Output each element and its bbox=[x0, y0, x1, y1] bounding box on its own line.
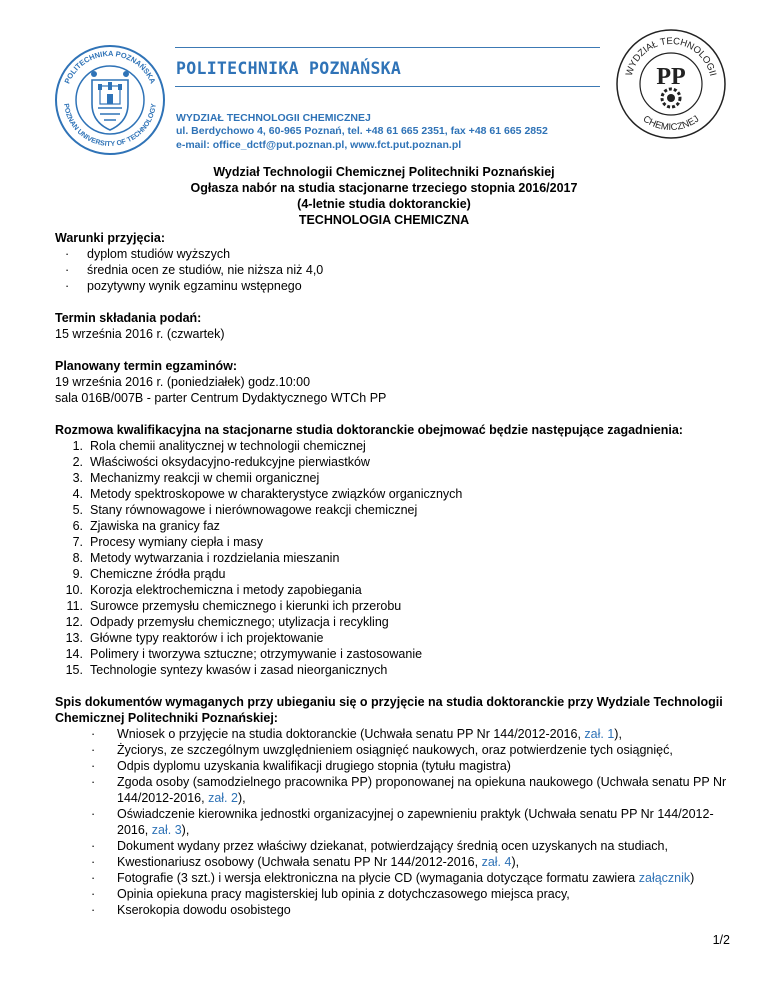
university-name: POLITECHNIKA POZNAŃSKA bbox=[176, 59, 402, 78]
list-item bbox=[55, 550, 735, 566]
list-item-tail: ) bbox=[690, 871, 695, 885]
list-item-text: Kwestionariusz osobowy (Uchwała senatu PP Nr 144/2012-2016, bbox=[117, 855, 482, 869]
item-number: 6. bbox=[72, 519, 83, 533]
interview-topics-list bbox=[55, 438, 735, 678]
bullet-mark: · bbox=[91, 727, 96, 741]
deadline-value: 15 września 2016 r. (czwartek) bbox=[55, 327, 225, 341]
attachment-link[interactable]: zał. 2 bbox=[208, 791, 238, 805]
documents-list bbox=[55, 726, 735, 918]
bullet-mark: · bbox=[91, 887, 96, 901]
list-item-text: Surowce przemysłu chemicznego i kierunki ich przerobu bbox=[90, 599, 402, 613]
list-item-text: pozytywny wynik egzaminu wstępnego bbox=[87, 279, 302, 293]
item-number: 2. bbox=[72, 455, 83, 469]
faculty-seal-monogram: PP bbox=[656, 64, 686, 90]
list-item bbox=[55, 838, 735, 854]
attachment-link[interactable]: załącznik bbox=[638, 871, 691, 885]
list-item-text: Opinia opiekuna pracy magisterskiej lub opinia z dotychczasowego miejsca pracy, bbox=[117, 887, 570, 901]
faculty-name: WYDZIAŁ TECHNOLOGII CHEMICZNEJ bbox=[176, 112, 371, 124]
item-number: 13. bbox=[65, 631, 83, 645]
seal-text-bottom: POZNAN UNIVERSITY OF TECHNOLOGY bbox=[62, 103, 158, 149]
list-item-text: Technologie syntezy kwasów i zasad nieorganicznych bbox=[90, 663, 388, 677]
list-item-text: Odpady przemysłu chemicznego; utylizacja i recykling bbox=[90, 615, 389, 629]
faculty-seal-text-top: WYDZIAŁ TECHNOLOGII bbox=[623, 35, 719, 78]
list-item bbox=[55, 438, 735, 454]
exam-heading: Planowany termin egzaminów: bbox=[55, 359, 237, 373]
university-seal-icon bbox=[54, 44, 166, 156]
deadline-heading: Termin składania podań: bbox=[55, 311, 202, 325]
item-number: 5. bbox=[72, 503, 83, 517]
list-item bbox=[55, 726, 735, 742]
requirements-list bbox=[55, 246, 735, 294]
bullet-mark: · bbox=[65, 279, 70, 293]
header-bottom-rule bbox=[175, 86, 600, 87]
list-item-text: Metody wytwarzania i rozdzielania mieszanin bbox=[90, 551, 340, 565]
bullet-mark: · bbox=[91, 775, 96, 789]
list-item bbox=[55, 646, 735, 662]
item-number: 9. bbox=[72, 567, 83, 581]
page-number: 1/2 bbox=[712, 933, 730, 947]
item-number: 3. bbox=[72, 471, 83, 485]
list-item bbox=[55, 582, 735, 598]
list-item-text: dyplom studiów wyższych bbox=[87, 247, 231, 261]
list-item-text: Zgoda osoby (samodzielnego pracownika PP) proponowanej na opiekuna naukowego (Uchwała senatu PP Nr 144/2012-2016, bbox=[117, 775, 727, 805]
list-item bbox=[55, 454, 735, 470]
documents-heading: Spis dokumentów wymaganych przy ubieganiu się o przyjęcie na studia doktoranckie przy Wydziale Technologii Chemicznej Politechniki Poznańskiej: bbox=[55, 695, 723, 725]
list-item-text: Oświadczenie kierownika jednostki organizacyjnej o zapewnieniu praktyk (Uchwała senatu PP Nr 144/2012-2016, bbox=[117, 807, 714, 837]
list-item-text: Mechanizmy reakcji w chemii organicznej bbox=[90, 471, 320, 485]
list-item bbox=[55, 614, 735, 630]
list-item-text: Metody spektroskopowe w charakterystyce związków organicznych bbox=[90, 487, 463, 501]
list-item-tail: ), bbox=[237, 791, 246, 805]
bullet-mark: · bbox=[91, 743, 96, 757]
list-item bbox=[55, 870, 735, 886]
list-item bbox=[55, 902, 735, 918]
list-item-text: Chemiczne źródła prądu bbox=[90, 567, 226, 581]
bullet-mark: · bbox=[91, 903, 96, 917]
list-item bbox=[55, 502, 735, 518]
list-item-text: Polimery i tworzywa sztuczne; otrzymywanie i zastosowanie bbox=[90, 647, 423, 661]
list-item-tail: ), bbox=[511, 855, 520, 869]
list-item bbox=[55, 262, 735, 278]
seal-text-top: POLITECHNIKA POZNAŃSKA bbox=[62, 48, 158, 86]
list-item bbox=[55, 742, 735, 758]
list-item-text: Fotografie (3 szt.) i wersja elektroniczna na płycie CD (wymagania dotyczące formatu zawiera bbox=[117, 871, 639, 885]
list-item bbox=[55, 486, 735, 502]
list-item bbox=[55, 662, 735, 678]
item-number: 11. bbox=[66, 599, 83, 613]
item-number: 1. bbox=[72, 439, 83, 453]
list-item bbox=[55, 566, 735, 582]
list-item-text: Rola chemii analitycznej w technologii chemicznej bbox=[90, 439, 366, 453]
list-item-text: Życiorys, ze szczególnym uwzględnieniem osiągnięć naukowych, oraz potwierdzenie tych osiągnięć, bbox=[117, 743, 673, 757]
bullet-mark: · bbox=[65, 247, 70, 261]
list-item-text: Wniosek o przyjęcie na studia doktoranckie (Uchwała senatu PP Nr 144/2012-2016, bbox=[117, 727, 585, 741]
list-item bbox=[55, 534, 735, 550]
attachment-link[interactable]: zał. 3 bbox=[151, 823, 182, 837]
exam-room: sala 016B/007B - parter Centrum Dydaktycznego WTCh PP bbox=[55, 391, 387, 405]
bullet-mark: · bbox=[91, 759, 96, 773]
announcement-line-3: (4-letnie studia doktoranckie) bbox=[297, 197, 471, 211]
exam-date: 19 września 2016 r. (poniedziałek) godz.10:00 bbox=[55, 375, 311, 389]
list-item bbox=[55, 518, 735, 534]
item-number: 7. bbox=[72, 535, 83, 549]
faculty-seal-icon bbox=[615, 28, 727, 140]
header-top-rule bbox=[175, 47, 600, 48]
item-number: 8. bbox=[72, 551, 83, 565]
list-item-text: średnia ocen ze studiów, nie niższa niż 4,0 bbox=[87, 263, 324, 277]
faculty-contact[interactable]: e-mail: office_dctf@put.poznan.pl, www.fct.put.poznan.pl bbox=[176, 139, 462, 151]
list-item-text: Stany równowagowe i nierównowagowe reakcji chemicznej bbox=[90, 503, 418, 517]
list-item bbox=[55, 598, 735, 614]
list-item-text: Procesy wymiany ciepła i masy bbox=[90, 535, 263, 549]
document-body bbox=[55, 230, 735, 918]
item-number: 12. bbox=[65, 615, 83, 629]
requirements-heading: Warunki przyjęcia: bbox=[55, 231, 165, 245]
attachment-link[interactable]: zał. 4 bbox=[481, 855, 512, 869]
bullet-mark: · bbox=[91, 855, 96, 869]
item-number: 15. bbox=[65, 663, 83, 677]
announcement-line-2: Ogłasza nabór na studia stacjonarne trzeciego stopnia 2016/2017 bbox=[190, 181, 578, 195]
attachment-link[interactable]: zał. 1 bbox=[584, 727, 615, 741]
announcement-line-1: Wydział Technologii Chemicznej Politechniki Poznańskiej bbox=[213, 165, 555, 179]
list-item bbox=[55, 886, 735, 902]
list-item bbox=[55, 806, 735, 838]
faculty-seal-text-bottom: CHEMICZNEJ bbox=[640, 113, 702, 134]
interview-heading: Rozmowa kwalifikacyjna na stacjonarne studia doktoranckie obejmować będzie następujące zagadnienia: bbox=[55, 423, 683, 437]
bullet-mark: · bbox=[65, 263, 70, 277]
list-item-tail: ), bbox=[614, 727, 622, 741]
list-item-text: Dokument wydany przez właściwy dziekanat, potwierdzający średnią ocen uzyskanych na studiach, bbox=[117, 839, 668, 853]
list-item-text: Właściwości oksydacyjno-redukcyjne pierwiastków bbox=[90, 455, 370, 469]
faculty-address: ul. Berdychowo 4, 60-965 Poznań, tel. +48 61 665 2351, fax +48 61 665 2852 bbox=[176, 125, 548, 137]
list-item bbox=[55, 758, 735, 774]
bullet-mark: · bbox=[91, 871, 96, 885]
bullet-mark: · bbox=[91, 807, 96, 821]
item-number: 14. bbox=[65, 647, 83, 661]
list-item-text: Główne typy reaktorów i ich projektowanie bbox=[90, 631, 324, 645]
announcement-line-4: TECHNOLOGIA CHEMICZNA bbox=[298, 213, 470, 227]
list-item bbox=[55, 854, 735, 870]
bullet-mark: · bbox=[91, 839, 96, 853]
list-item-text: Zjawiska na granicy faz bbox=[90, 519, 220, 533]
item-number: 4. bbox=[72, 487, 83, 501]
list-item bbox=[55, 246, 735, 262]
list-item-text: Korozja elektrochemiczna i metody zapobiegania bbox=[90, 583, 362, 597]
list-item bbox=[55, 470, 735, 486]
item-number: 10. bbox=[65, 583, 83, 597]
list-item bbox=[55, 630, 735, 646]
list-item-text: Kserokopia dowodu osobistego bbox=[117, 903, 291, 917]
list-item bbox=[55, 278, 735, 294]
list-item bbox=[55, 774, 735, 806]
list-item-text: Odpis dyplomu uzyskania kwalifikacji drugiego stopnia (tytułu magistra) bbox=[117, 759, 511, 773]
announcement bbox=[0, 164, 768, 228]
list-item-tail: ), bbox=[181, 823, 190, 837]
